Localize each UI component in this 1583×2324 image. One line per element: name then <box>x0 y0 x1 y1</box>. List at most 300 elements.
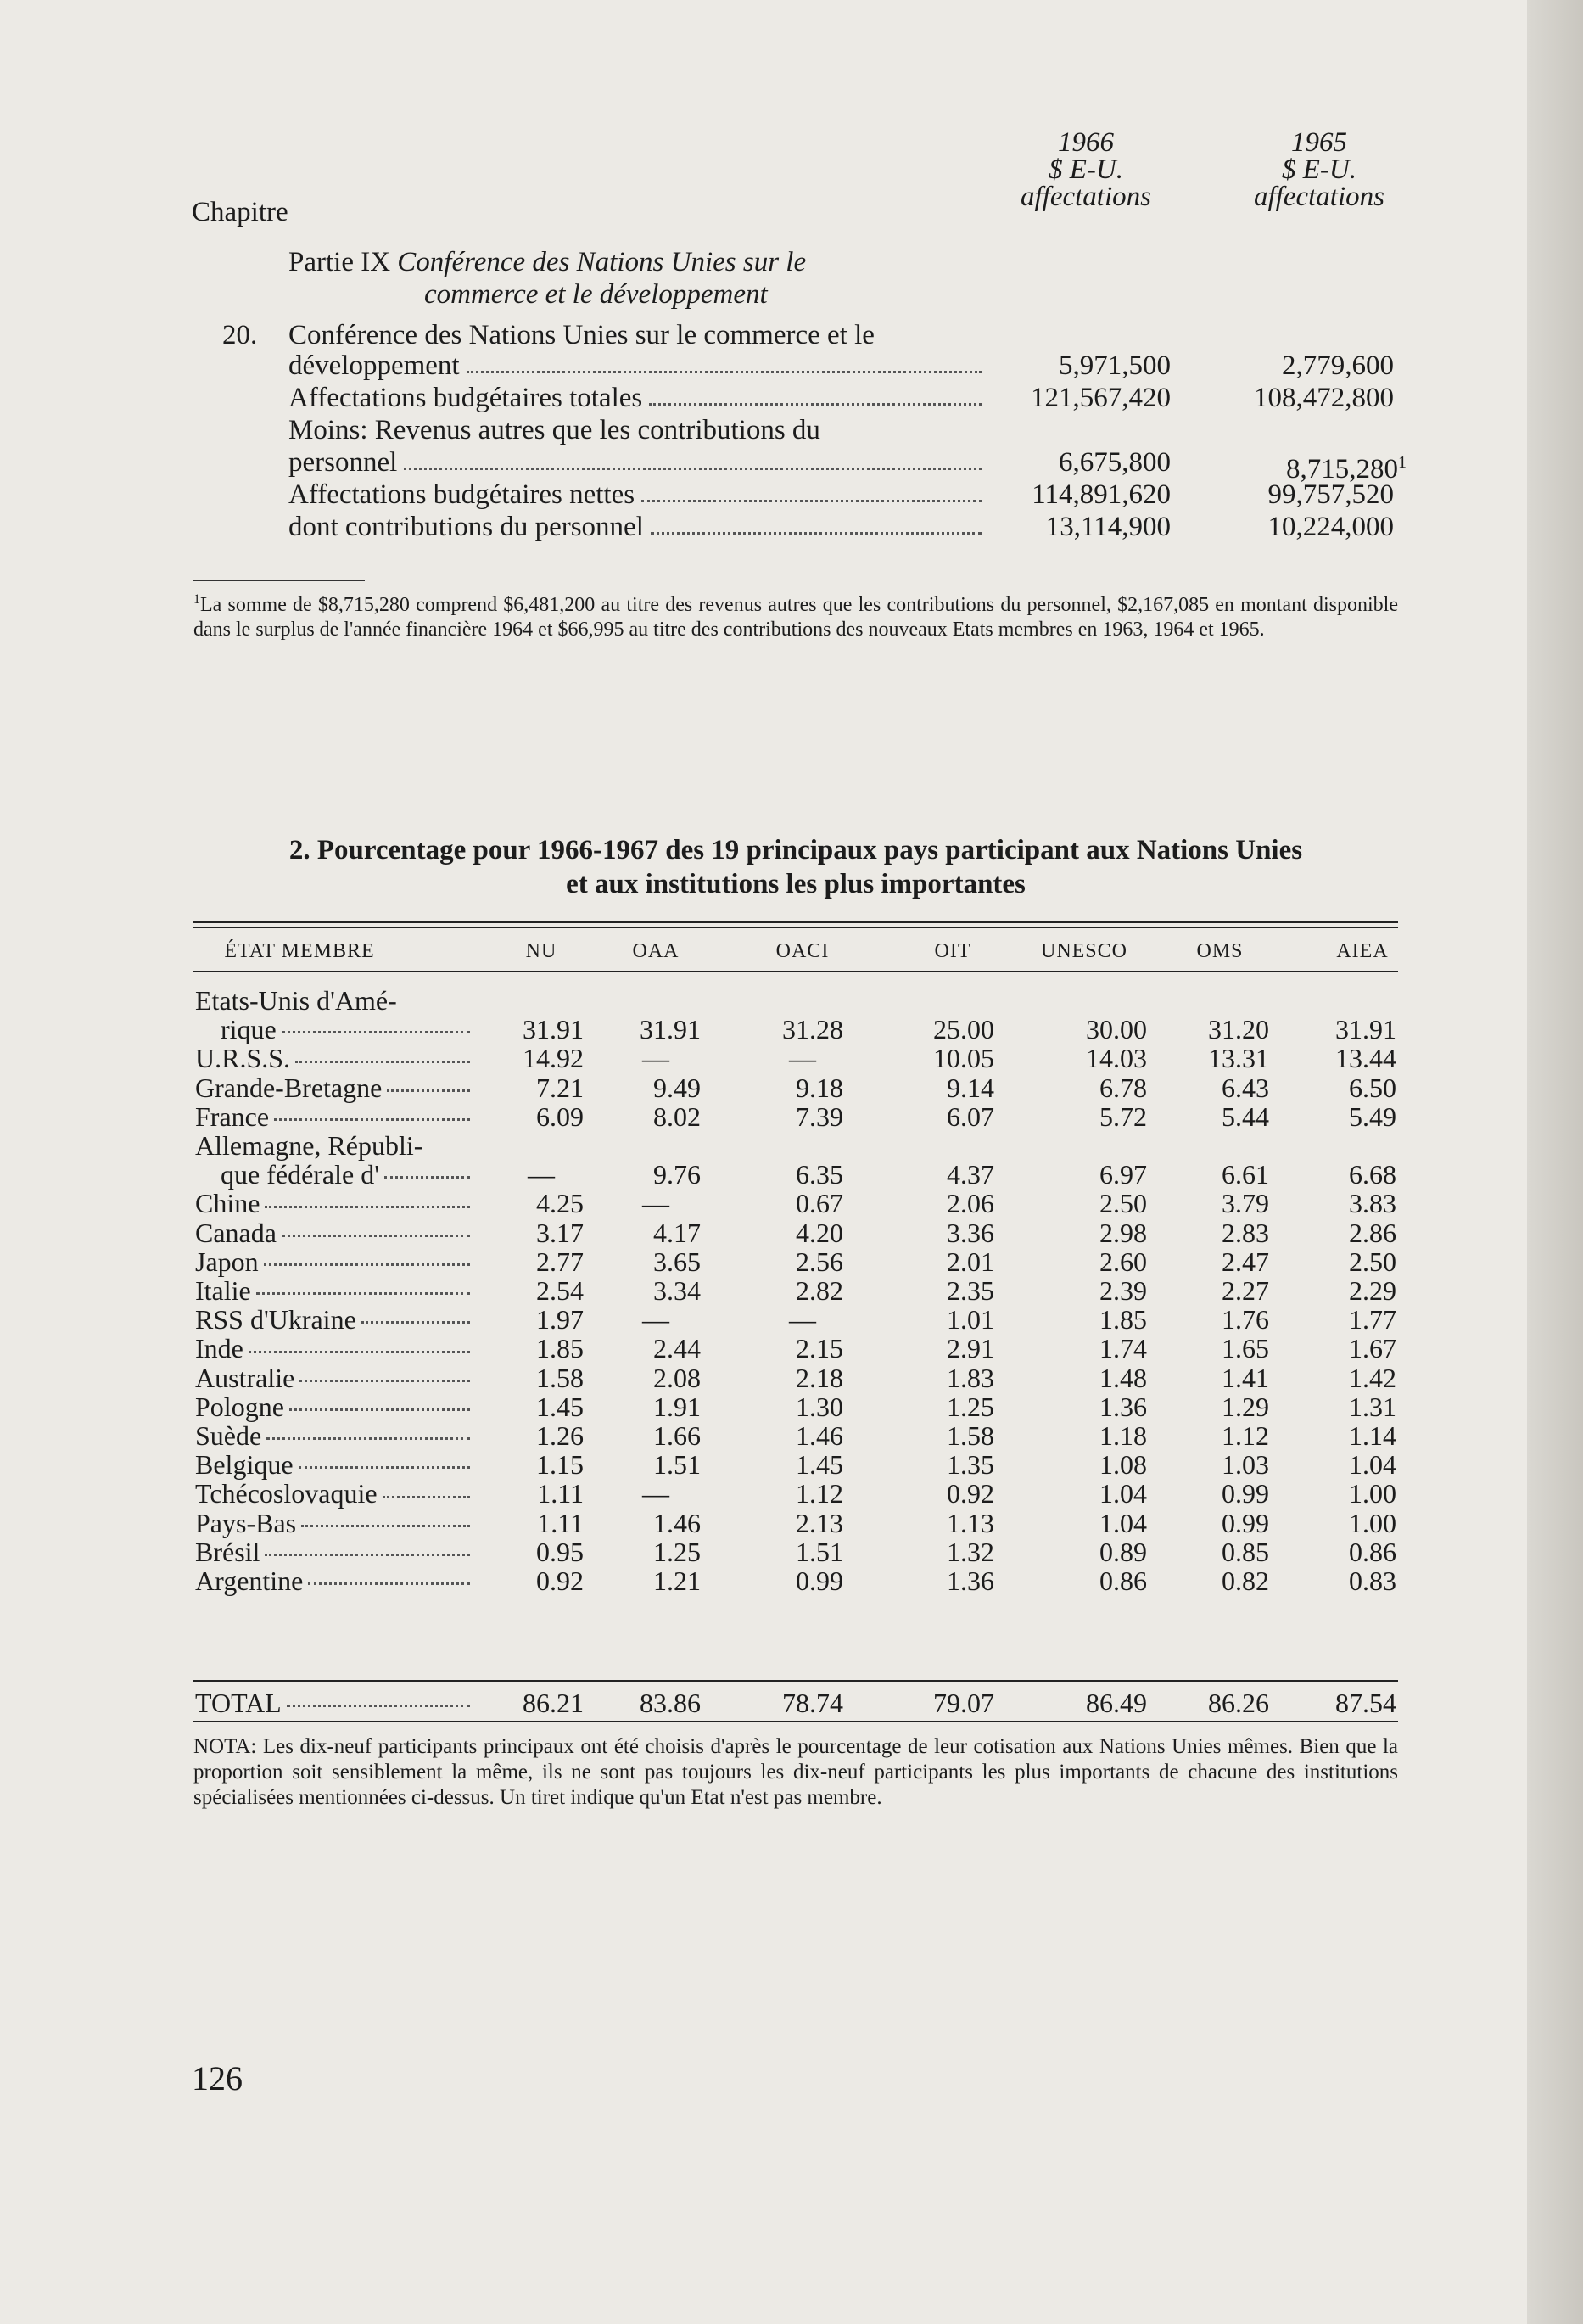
country-name-line <box>195 1100 475 1132</box>
section-title-line2: et aux institutions les plus importantes <box>566 869 1026 899</box>
country-name-text: Chine <box>195 1188 260 1219</box>
cell-oaa: 1.91 <box>653 1391 701 1422</box>
table-row <box>193 1100 1398 1132</box>
footnote-text: La somme de $8,715,280 comprend $6,481,200 au titre des revenus autres que les contributions du personnel, $2,167,085 en montant disponible dans le surplus de l'année financière 1964 et $66,995 au titre des contributions des nouveaux Etats membres en 1963, 1964 et 1965. <box>193 594 1398 641</box>
country-name <box>195 1362 475 1391</box>
cell-oaci: 1.12 <box>796 1478 843 1509</box>
value-1965: 10,224,000 <box>1267 512 1394 542</box>
column-header-oms: OMS <box>1196 940 1244 962</box>
table-row <box>193 1391 1398 1420</box>
country-name-text: Pologne <box>195 1391 284 1422</box>
cell-aiea: 87.54 <box>1335 1688 1396 1718</box>
budget-row-20-line1 <box>0 319 1527 351</box>
cell-aiea: 2.50 <box>1349 1246 1396 1277</box>
country-name <box>195 1187 475 1219</box>
country-name-text: Belgique <box>195 1449 294 1481</box>
country-name-text: Grande-Bretagne <box>195 1072 383 1103</box>
row-label: Moins: Revenus autres que les contributions du <box>288 415 820 445</box>
cell-aiea: 1.00 <box>1349 1507 1396 1538</box>
table-row <box>193 1420 1398 1451</box>
column-header-unesco: UNESCO <box>1040 940 1127 962</box>
cell-oit: 2.91 <box>947 1333 994 1364</box>
country-name <box>195 1391 475 1420</box>
section-title-line1: 2. Pourcentage pour 1966-1967 des 19 principaux pays participant aux Nations Unies <box>288 835 1303 865</box>
dot-leader <box>649 382 982 406</box>
cell-unesco: 2.98 <box>1099 1217 1147 1248</box>
page-edge-shadow <box>1527 0 1583 2324</box>
country-name <box>195 1536 475 1565</box>
cell-oit: 1.83 <box>947 1362 994 1393</box>
cell-oms: 86.26 <box>1208 1688 1269 1718</box>
dot-leader <box>404 446 982 470</box>
cell-aiea: 13.44 <box>1335 1043 1396 1074</box>
cell-oaci: — <box>789 1043 816 1074</box>
cell-oms: 2.83 <box>1222 1217 1269 1248</box>
cell-oaci: 1.45 <box>796 1449 843 1481</box>
cell-nu: 86.21 <box>523 1688 584 1718</box>
country-name <box>195 1100 475 1132</box>
cell-nu: 31.91 <box>523 1014 584 1045</box>
cell-oit: 4.37 <box>947 1159 994 1190</box>
cell-oit: 10.05 <box>933 1043 994 1074</box>
cell-oaa: — <box>642 1478 669 1509</box>
column-header-aiea: AIEA <box>1336 940 1389 962</box>
cell-nu: 4.25 <box>536 1188 584 1219</box>
cell-oaci: 2.82 <box>796 1275 843 1306</box>
cell-unesco: 86.49 <box>1086 1688 1147 1718</box>
value-1966: 6,675,800 <box>1059 447 1171 478</box>
cell-oms: 2.27 <box>1222 1275 1269 1306</box>
cell-oms: 13.31 <box>1208 1043 1269 1074</box>
cell-oaa: 9.76 <box>653 1159 701 1190</box>
column-header-oaa: OAA <box>632 940 680 962</box>
currency-label: $ E-U. <box>1282 154 1356 185</box>
footnote <box>193 587 1398 642</box>
cell-aiea: 5.49 <box>1349 1100 1396 1132</box>
year-1965: 1965 <box>1291 127 1347 158</box>
table-row <box>193 1536 1398 1565</box>
row-number: 20. <box>222 320 258 350</box>
cell-oit: 1.32 <box>947 1536 994 1567</box>
budget-row-moins-line2 <box>0 446 1527 484</box>
table-row <box>193 1246 1398 1277</box>
cell-oms: 0.85 <box>1222 1536 1269 1567</box>
cell-oms: 1.65 <box>1222 1333 1269 1364</box>
cell-nu: 1.26 <box>536 1420 584 1451</box>
table-row <box>193 984 1398 1045</box>
country-name-line <box>195 1072 475 1103</box>
country-name <box>195 1687 475 1716</box>
country-name-text: RSS d'Ukraine <box>195 1304 356 1336</box>
country-name-text: France <box>195 1100 270 1132</box>
country-name <box>195 1072 475 1103</box>
table-row <box>193 1072 1398 1103</box>
cell-oaci: 1.30 <box>796 1391 843 1422</box>
cell-oaa: 1.21 <box>653 1565 701 1596</box>
header-rule <box>193 971 1398 972</box>
country-name <box>195 1507 475 1536</box>
cell-oit: 9.14 <box>947 1072 994 1103</box>
cell-unesco: 1.48 <box>1099 1362 1147 1393</box>
column-header-nu: NU <box>525 940 557 962</box>
cell-oaci: 7.39 <box>796 1100 843 1132</box>
table-row <box>193 1507 1398 1536</box>
cell-oaa: — <box>642 1304 669 1336</box>
total-rule <box>193 1680 1398 1682</box>
dot-leader <box>384 1158 470 1179</box>
dot-leader <box>467 350 982 373</box>
cell-oaa: 2.44 <box>653 1333 701 1364</box>
row-label <box>288 350 988 382</box>
dot-leader <box>265 1536 470 1556</box>
dot-leader <box>282 1013 470 1033</box>
dot-leader <box>299 1362 470 1382</box>
country-name-line <box>195 1362 475 1391</box>
country-name-line <box>195 1507 475 1536</box>
cell-oms: 1.76 <box>1222 1304 1269 1336</box>
cell-nu: 2.77 <box>536 1246 584 1277</box>
cell-oaa: 1.46 <box>653 1507 701 1538</box>
cell-oit: 25.00 <box>933 1014 994 1045</box>
cell-oit: 0.92 <box>947 1478 994 1509</box>
cell-aiea: 1.04 <box>1349 1449 1396 1481</box>
value-1965: 108,472,800 <box>1254 383 1394 413</box>
cell-oit: 2.06 <box>947 1188 994 1219</box>
country-name-text: Etats-Unis d'Amé- <box>195 985 397 1016</box>
table-row <box>193 1362 1398 1391</box>
cell-nu: 14.92 <box>523 1043 584 1074</box>
cell-oms: 0.99 <box>1222 1507 1269 1538</box>
footnote-rule <box>193 580 365 581</box>
dot-leader <box>308 1565 470 1585</box>
cell-oaa: 1.25 <box>653 1536 701 1567</box>
nota-text: Les dix-neuf participants principaux ont été choisis d'après le pourcentage de leur cotisation aux Nations Unies mêmes. Bien que la proportion soit sensiblement la même, ils ne sont pas toujours les dix-neuf participants les plus importants de chacune des institutions spécialisées mentionnées ci-dessus. Un tiret indique qu'un Etat n'est pas membre. <box>193 1735 1398 1809</box>
country-name-text: rique <box>221 1014 277 1045</box>
dot-leader <box>641 479 982 502</box>
cell-nu: 6.09 <box>536 1100 584 1132</box>
row-label <box>288 446 988 479</box>
cell-oit: 2.01 <box>947 1246 994 1277</box>
country-name <box>195 1448 475 1481</box>
table-top-rule-2 <box>193 927 1398 928</box>
country-name-line <box>195 1303 475 1336</box>
cell-unesco: 1.74 <box>1099 1333 1147 1364</box>
country-name-line <box>195 1013 475 1045</box>
table-row <box>193 1303 1398 1336</box>
cell-oit: 3.36 <box>947 1217 994 1248</box>
country-name-text: Argentine <box>195 1565 304 1596</box>
cell-unesco: 1.04 <box>1099 1478 1147 1509</box>
cell-aiea: 1.42 <box>1349 1362 1396 1393</box>
country-name-line <box>195 1274 475 1306</box>
cell-oaci: 2.56 <box>796 1246 843 1277</box>
country-name <box>195 1042 475 1074</box>
budget-row-dont <box>0 511 1527 543</box>
cell-oit: 79.07 <box>933 1688 994 1718</box>
cell-oms: 6.61 <box>1222 1159 1269 1190</box>
dot-leader <box>264 1246 470 1266</box>
cell-oaci: 1.51 <box>796 1536 843 1567</box>
cell-oms: 1.03 <box>1222 1449 1269 1481</box>
country-name-line <box>195 1187 475 1219</box>
budget-row-nettes <box>0 479 1527 511</box>
row-label: Conférence des Nations Unies sur le commerce et le <box>288 320 875 350</box>
budget-row-total <box>0 382 1527 414</box>
country-name-text: Australie <box>195 1362 295 1393</box>
cell-nu: 1.45 <box>536 1391 584 1422</box>
cell-nu: 1.15 <box>536 1449 584 1481</box>
table-row <box>193 1448 1398 1481</box>
year-1966: 1966 <box>1058 127 1114 158</box>
table-row <box>193 1332 1398 1364</box>
table-row <box>193 1274 1398 1306</box>
dot-leader <box>295 1042 470 1062</box>
country-name-text: Canada <box>195 1217 277 1248</box>
row-label-text: personnel <box>288 447 398 478</box>
cell-oaci: 31.28 <box>782 1014 843 1045</box>
cell-aiea: 3.83 <box>1349 1188 1396 1219</box>
footnote-ref: 1 <box>1398 453 1407 472</box>
cell-nu: — <box>528 1159 555 1190</box>
nota-note <box>193 1734 1398 1811</box>
cell-unesco: 2.50 <box>1099 1188 1147 1219</box>
table-row <box>193 1565 1398 1596</box>
budget-row-20-line2 <box>0 350 1527 382</box>
country-name <box>195 1303 475 1336</box>
cell-oaci: 1.46 <box>796 1420 843 1451</box>
cell-oaci: 2.15 <box>796 1333 843 1364</box>
cell-aiea: 2.86 <box>1349 1217 1396 1248</box>
country-name-text: Italie <box>195 1275 251 1306</box>
budget-row-moins-line1 <box>0 414 1527 446</box>
country-name-text: Inde <box>195 1333 243 1364</box>
dot-leader <box>289 1391 470 1411</box>
cell-oms: 1.29 <box>1222 1391 1269 1422</box>
cell-oms: 31.20 <box>1208 1014 1269 1045</box>
row-label <box>288 479 988 511</box>
cell-oaci: 6.35 <box>796 1159 843 1190</box>
dot-leader <box>266 1420 470 1440</box>
table-row <box>193 1042 1398 1074</box>
cell-unesco: 5.72 <box>1099 1100 1147 1132</box>
country-name-text: Pays-Bas <box>195 1507 297 1538</box>
country-name-line <box>195 1042 475 1074</box>
cell-unesco: 0.89 <box>1099 1536 1147 1567</box>
page-number: 126 <box>192 2059 243 2097</box>
cell-oit: 1.13 <box>947 1507 994 1538</box>
column-header-1966 <box>1001 129 1171 210</box>
cell-oit: 1.35 <box>947 1449 994 1481</box>
allocation-label: affectations <box>1254 182 1384 212</box>
cell-oaa: 3.65 <box>653 1246 701 1277</box>
cell-oit: 6.07 <box>947 1100 994 1132</box>
row-label-text: dont contributions du personnel <box>288 512 644 542</box>
table-total-row <box>193 1687 1398 1716</box>
country-name <box>195 1477 475 1509</box>
cell-oit: 1.36 <box>947 1565 994 1596</box>
dot-leader <box>282 1217 470 1237</box>
cell-oaa: 9.49 <box>653 1072 701 1103</box>
country-name-line <box>195 1158 475 1190</box>
cell-oit: 2.35 <box>947 1275 994 1306</box>
dot-leader <box>299 1448 470 1469</box>
cell-oaci: 2.18 <box>796 1362 843 1393</box>
country-name-line <box>195 1129 475 1161</box>
cell-aiea: 0.86 <box>1349 1536 1396 1567</box>
country-name-line <box>195 1536 475 1565</box>
country-name-text: Brésil <box>195 1536 260 1567</box>
cell-oaci: — <box>789 1304 816 1336</box>
cell-unesco: 1.08 <box>1099 1449 1147 1481</box>
cell-nu: 0.95 <box>536 1536 584 1567</box>
cell-unesco: 2.39 <box>1099 1275 1147 1306</box>
cell-oms: 0.82 <box>1222 1565 1269 1596</box>
nota-label: NOTA: <box>193 1735 257 1758</box>
cell-aiea: 31.91 <box>1335 1014 1396 1045</box>
cell-oms: 2.47 <box>1222 1246 1269 1277</box>
section-2-title <box>193 833 1398 901</box>
cell-oaa: 3.34 <box>653 1275 701 1306</box>
cell-oaa: 2.08 <box>653 1362 701 1393</box>
cell-nu: 1.97 <box>536 1304 584 1336</box>
dot-leader <box>249 1332 470 1352</box>
cell-oaa: 4.17 <box>653 1217 701 1248</box>
country-name-line <box>195 1448 475 1481</box>
cell-unesco: 30.00 <box>1086 1014 1147 1045</box>
cell-oaa: 83.86 <box>640 1688 701 1718</box>
row-label-text: Affectations budgétaires nettes <box>288 479 635 510</box>
table-bottom-rule <box>193 1721 1398 1722</box>
country-name-line <box>195 1332 475 1364</box>
value-1965: 99,757,520 <box>1267 479 1394 510</box>
cell-unesco: 2.60 <box>1099 1246 1147 1277</box>
country-name <box>195 984 475 1045</box>
cell-oaa: — <box>642 1188 669 1219</box>
dot-leader <box>383 1477 470 1498</box>
cell-unesco: 6.78 <box>1099 1072 1147 1103</box>
column-header-1965 <box>1230 129 1408 210</box>
dot-leader <box>387 1072 470 1092</box>
cell-unesco: 14.03 <box>1086 1043 1147 1074</box>
cell-nu: 1.58 <box>536 1362 584 1393</box>
cell-nu: 3.17 <box>536 1217 584 1248</box>
country-name-text: U.R.S.S. <box>195 1043 291 1074</box>
column-header-oit: OIT <box>934 940 971 962</box>
allocation-label: affectations <box>1021 182 1151 212</box>
value-1965: 2,779,600 <box>1282 350 1394 381</box>
cell-unesco: 1.85 <box>1099 1304 1147 1336</box>
country-name-line <box>195 1420 475 1451</box>
cell-oaa: 1.66 <box>653 1420 701 1451</box>
row-label <box>288 511 988 543</box>
cell-oaa: 31.91 <box>640 1014 701 1045</box>
cell-unesco: 0.86 <box>1099 1565 1147 1596</box>
row-label-text: développement <box>288 350 460 381</box>
cell-aiea: 6.50 <box>1349 1072 1396 1103</box>
country-name <box>195 1332 475 1364</box>
cell-nu: 1.11 <box>537 1478 584 1509</box>
dot-leader <box>287 1687 470 1707</box>
currency-label: $ E-U. <box>1049 154 1123 185</box>
country-name-line <box>195 1687 475 1716</box>
country-name-line <box>195 1477 475 1509</box>
country-name-text: que fédérale d' <box>221 1159 379 1190</box>
cell-unesco: 1.36 <box>1099 1391 1147 1422</box>
table-row <box>193 1129 1398 1190</box>
cell-oms: 1.41 <box>1222 1362 1269 1393</box>
part-prefix: Partie IX <box>288 247 398 277</box>
row-label-text: Affectations budgétaires totales <box>288 383 643 413</box>
cell-unesco: 1.18 <box>1099 1420 1147 1451</box>
part-title-line2: commerce et le développement <box>424 279 768 310</box>
table-row <box>193 1187 1398 1219</box>
value-1965-text: 8,715,280 <box>1286 454 1398 484</box>
dot-leader <box>301 1507 470 1527</box>
dot-leader <box>256 1274 470 1295</box>
dot-leader <box>274 1100 470 1121</box>
country-name-text: Tchécoslovaquie <box>195 1478 378 1509</box>
country-name <box>195 1246 475 1277</box>
country-name <box>195 1420 475 1451</box>
country-name-text: Japon <box>195 1246 259 1277</box>
part-ix-title <box>288 246 806 311</box>
cell-oaa: — <box>642 1043 669 1074</box>
country-name-text: TOTAL <box>195 1688 282 1718</box>
column-header--tat-membre: ÉTAT MEMBRE <box>224 940 375 962</box>
country-name-line <box>195 1565 475 1596</box>
cell-unesco: 1.04 <box>1099 1507 1147 1538</box>
country-name <box>195 1129 475 1190</box>
country-name-line <box>195 1217 475 1246</box>
cell-oaa: 1.51 <box>653 1449 701 1481</box>
cell-oaci: 2.13 <box>796 1507 843 1538</box>
part-title-line1: Conférence des Nations Unies sur le <box>397 247 807 277</box>
country-name-line <box>195 1391 475 1420</box>
country-name <box>195 1217 475 1246</box>
cell-oms: 0.99 <box>1222 1478 1269 1509</box>
cell-aiea: 1.00 <box>1349 1478 1396 1509</box>
country-name <box>195 1565 475 1596</box>
cell-oms: 5.44 <box>1222 1100 1269 1132</box>
cell-oaci: 9.18 <box>796 1072 843 1103</box>
cell-aiea: 1.31 <box>1349 1391 1396 1422</box>
value-1966: 5,971,500 <box>1059 350 1171 381</box>
country-name-text: Suède <box>195 1420 262 1451</box>
table-top-rule <box>193 921 1398 923</box>
cell-nu: 1.11 <box>537 1507 584 1538</box>
dot-leader <box>265 1187 470 1207</box>
value-1966: 121,567,420 <box>1031 383 1171 413</box>
cell-nu: 7.21 <box>536 1072 584 1103</box>
table-row <box>193 1217 1398 1246</box>
cell-aiea: 0.83 <box>1349 1565 1396 1596</box>
column-header-oaci: OACI <box>775 940 830 962</box>
dot-leader <box>651 511 982 535</box>
cell-oaci: 78.74 <box>782 1688 843 1718</box>
cell-oaci: 0.99 <box>796 1565 843 1596</box>
value-1966: 114,891,620 <box>1032 479 1171 510</box>
cell-oaci: 0.67 <box>796 1188 843 1219</box>
cell-aiea: 2.29 <box>1349 1275 1396 1306</box>
cell-aiea: 1.67 <box>1349 1333 1396 1364</box>
cell-oms: 6.43 <box>1222 1072 1269 1103</box>
cell-oms: 1.12 <box>1222 1420 1269 1451</box>
cell-oaa: 8.02 <box>653 1100 701 1132</box>
cell-oaci: 4.20 <box>796 1217 843 1248</box>
cell-oit: 1.25 <box>947 1391 994 1422</box>
cell-nu: 2.54 <box>536 1275 584 1306</box>
cell-aiea: 1.77 <box>1349 1304 1396 1336</box>
